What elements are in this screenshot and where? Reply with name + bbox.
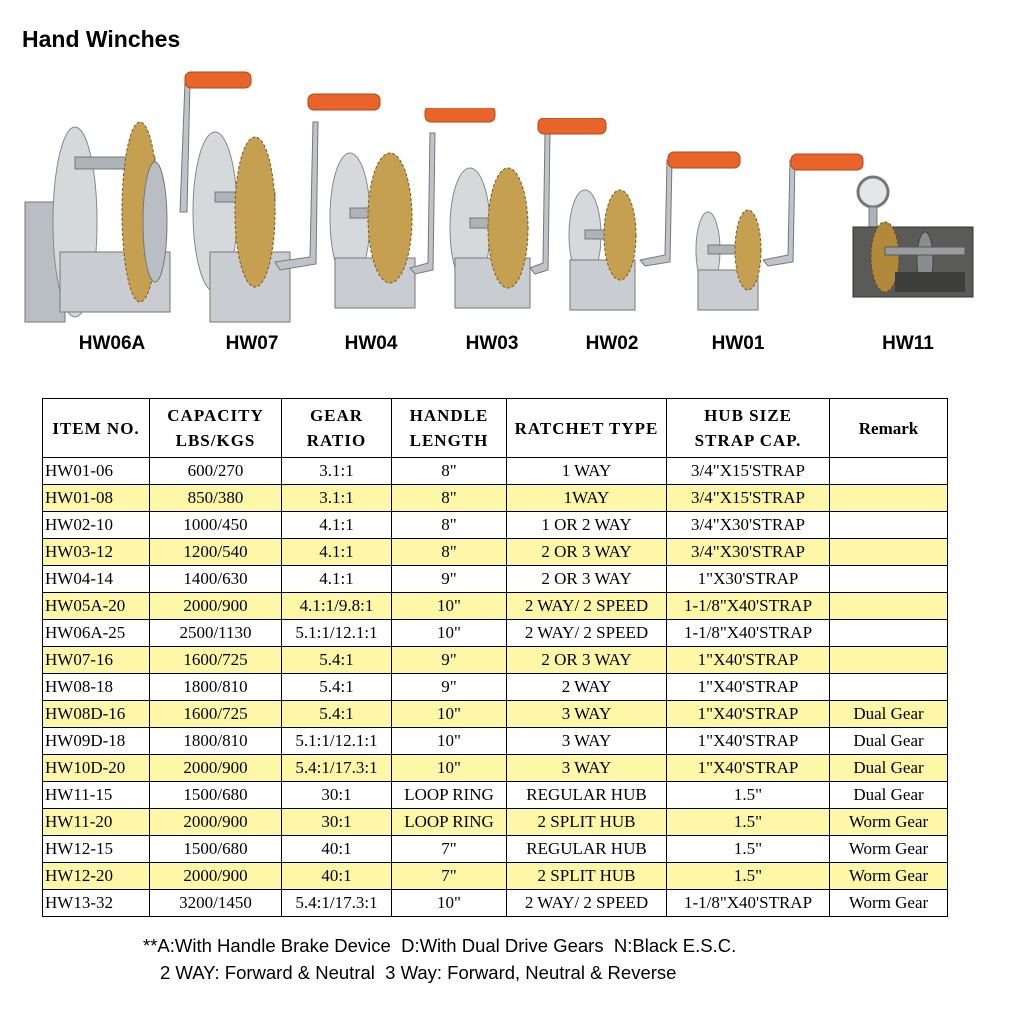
table-cell: 4.1:1 bbox=[282, 539, 392, 566]
column-header-item-no: ITEM NO. bbox=[43, 399, 150, 458]
table-cell: 3/4"X30'STRAP bbox=[667, 512, 830, 539]
table-cell: 3 WAY bbox=[507, 701, 667, 728]
table-row bbox=[43, 755, 948, 782]
table-cell: HW07-16 bbox=[43, 647, 150, 674]
table-cell: 2000/900 bbox=[150, 593, 282, 620]
table-cell: 1"X30'STRAP bbox=[667, 566, 830, 593]
table-cell: 10" bbox=[392, 620, 507, 647]
table-cell: 3/4"X15'STRAP bbox=[667, 485, 830, 512]
table-cell: 1.5" bbox=[667, 863, 830, 890]
table-cell: 3 WAY bbox=[507, 755, 667, 782]
table-cell: 10" bbox=[392, 728, 507, 755]
table-cell: 1.5" bbox=[667, 782, 830, 809]
table-cell: HW03-12 bbox=[43, 539, 150, 566]
table-row bbox=[43, 701, 948, 728]
table-cell: 1600/725 bbox=[150, 701, 282, 728]
table-cell: 3200/1450 bbox=[150, 890, 282, 917]
page-title: Hand Winches bbox=[22, 26, 181, 52]
table-cell: 1 WAY bbox=[507, 458, 667, 485]
table-cell: 1-1/8"X40'STRAP bbox=[667, 593, 830, 620]
table-cell: 4.1:1 bbox=[282, 512, 392, 539]
table-cell: HW09D-18 bbox=[43, 728, 150, 755]
table-cell: Dual Gear bbox=[830, 728, 948, 755]
table-cell: Dual Gear bbox=[830, 782, 948, 809]
table-cell: 9" bbox=[392, 566, 507, 593]
table-cell: 10" bbox=[392, 593, 507, 620]
footnotes bbox=[143, 932, 736, 986]
table-cell: 40:1 bbox=[282, 863, 392, 890]
table-cell: 1"X40'STRAP bbox=[667, 728, 830, 755]
table-cell bbox=[830, 458, 948, 485]
table-cell: 5.4:1/17.3:1 bbox=[282, 890, 392, 917]
table-row bbox=[43, 836, 948, 863]
table-row bbox=[43, 512, 948, 539]
table-cell: 10" bbox=[392, 701, 507, 728]
table-cell: HW13-32 bbox=[43, 890, 150, 917]
table-cell: 2 OR 3 WAY bbox=[507, 539, 667, 566]
table-cell: 2000/900 bbox=[150, 809, 282, 836]
table-cell: HW01-06 bbox=[43, 458, 150, 485]
table-cell: 2500/1130 bbox=[150, 620, 282, 647]
table-cell: 3.1:1 bbox=[282, 458, 392, 485]
table-cell: 3.1:1 bbox=[282, 485, 392, 512]
table-cell: HW11-20 bbox=[43, 809, 150, 836]
table-cell: 30:1 bbox=[282, 809, 392, 836]
table-cell: 9" bbox=[392, 674, 507, 701]
table-cell: 3/4"X15'STRAP bbox=[667, 458, 830, 485]
table-cell: 2 WAY/ 2 SPEED bbox=[507, 620, 667, 647]
table-cell: 1-1/8"X40'STRAP bbox=[667, 620, 830, 647]
table-cell: LOOP RING bbox=[392, 809, 507, 836]
table-cell bbox=[830, 512, 948, 539]
table-cell: 30:1 bbox=[282, 782, 392, 809]
model-label-hw03: HW03 bbox=[465, 333, 519, 354]
table-cell: REGULAR HUB bbox=[507, 836, 667, 863]
table-cell: 1.5" bbox=[667, 809, 830, 836]
table-cell: 5.1:1/12.1:1 bbox=[282, 728, 392, 755]
table-cell: 4.1:1 bbox=[282, 566, 392, 593]
table-cell: HW08-18 bbox=[43, 674, 150, 701]
table-cell: Worm Gear bbox=[830, 890, 948, 917]
table-cell: 4.1:1/9.8:1 bbox=[282, 593, 392, 620]
table-cell: 3/4"X30'STRAP bbox=[667, 539, 830, 566]
table-cell: 1200/540 bbox=[150, 539, 282, 566]
table-cell: HW12-20 bbox=[43, 863, 150, 890]
table-cell: LOOP RING bbox=[392, 782, 507, 809]
table-cell: Dual Gear bbox=[830, 701, 948, 728]
model-label-hw07: HW07 bbox=[225, 333, 279, 354]
table-row bbox=[43, 863, 948, 890]
table-cell: 1"X40'STRAP bbox=[667, 674, 830, 701]
table-row bbox=[43, 566, 948, 593]
model-label-hw06a: HW06A bbox=[78, 333, 146, 354]
column-header-handle-length: HANDLE LENGTH bbox=[392, 399, 507, 458]
table-cell: 850/380 bbox=[150, 485, 282, 512]
table-cell: Worm Gear bbox=[830, 863, 948, 890]
table-cell bbox=[830, 674, 948, 701]
table-cell: 1-1/8"X40'STRAP bbox=[667, 890, 830, 917]
footnote-legend: **A:With Handle Brake Device D:With Dual Drive Gears N:Black E.S.C. bbox=[143, 935, 737, 956]
column-header-capacity: CAPACITY LBS/KGS bbox=[150, 399, 282, 458]
spec-table bbox=[42, 398, 948, 917]
table-cell: HW06A-25 bbox=[43, 620, 150, 647]
table-cell: 1000/450 bbox=[150, 512, 282, 539]
table-row bbox=[43, 890, 948, 917]
table-cell: 8" bbox=[392, 512, 507, 539]
table-row bbox=[43, 539, 948, 566]
table-cell: 7" bbox=[392, 836, 507, 863]
table-cell: HW12-15 bbox=[43, 836, 150, 863]
table-cell: HW11-15 bbox=[43, 782, 150, 809]
table-cell: 10" bbox=[392, 890, 507, 917]
table-cell: 1500/680 bbox=[150, 782, 282, 809]
table-cell: HW10D-20 bbox=[43, 755, 150, 782]
table-cell: 5.4:1/17.3:1 bbox=[282, 755, 392, 782]
table-cell: 7" bbox=[392, 863, 507, 890]
table-cell: 1600/725 bbox=[150, 647, 282, 674]
table-row bbox=[43, 728, 948, 755]
table-cell: HW01-08 bbox=[43, 485, 150, 512]
table-cell: 1.5" bbox=[667, 836, 830, 863]
column-header-remark: Remark bbox=[830, 399, 948, 458]
table-cell: 9" bbox=[392, 647, 507, 674]
table-cell: 5.1:1/12.1:1 bbox=[282, 620, 392, 647]
table-cell bbox=[830, 593, 948, 620]
table-cell: 2 OR 3 WAY bbox=[507, 566, 667, 593]
table-cell: 1"X40'STRAP bbox=[667, 701, 830, 728]
table-cell: 1WAY bbox=[507, 485, 667, 512]
column-header-gear-ratio: GEAR RATIO bbox=[282, 399, 392, 458]
winch-image-hw01 bbox=[688, 150, 868, 320]
table-cell: Worm Gear bbox=[830, 809, 948, 836]
winch-image-hw11 bbox=[845, 172, 980, 312]
column-header-ratchet-type: RATCHET TYPE bbox=[507, 399, 667, 458]
table-cell: 8" bbox=[392, 458, 507, 485]
table-cell: REGULAR HUB bbox=[507, 782, 667, 809]
table-cell bbox=[830, 539, 948, 566]
table-cell: 8" bbox=[392, 539, 507, 566]
table-row bbox=[43, 809, 948, 836]
table-cell: HW08D-16 bbox=[43, 701, 150, 728]
table-row bbox=[43, 593, 948, 620]
table-cell: 40:1 bbox=[282, 836, 392, 863]
table-row bbox=[43, 782, 948, 809]
table-cell: 2 SPLIT HUB bbox=[507, 809, 667, 836]
table-cell bbox=[830, 566, 948, 593]
table-cell: 8" bbox=[392, 485, 507, 512]
table-cell: 1400/630 bbox=[150, 566, 282, 593]
table-cell: 1 OR 2 WAY bbox=[507, 512, 667, 539]
table-cell: HW04-14 bbox=[43, 566, 150, 593]
table-cell: 1800/810 bbox=[150, 728, 282, 755]
table-cell: 2 WAY/ 2 SPEED bbox=[507, 593, 667, 620]
table-cell: Dual Gear bbox=[830, 755, 948, 782]
column-header-hub-size: HUB SIZE STRAP CAP. bbox=[667, 399, 830, 458]
table-cell bbox=[830, 485, 948, 512]
table-cell bbox=[830, 647, 948, 674]
table-row bbox=[43, 458, 948, 485]
table-cell: 600/270 bbox=[150, 458, 282, 485]
table-cell: 5.4:1 bbox=[282, 647, 392, 674]
table-cell: 2 SPLIT HUB bbox=[507, 863, 667, 890]
table-cell: 3 WAY bbox=[507, 728, 667, 755]
table-cell: HW05A-20 bbox=[43, 593, 150, 620]
table-row bbox=[43, 674, 948, 701]
table-cell: 10" bbox=[392, 755, 507, 782]
table-cell: 1"X40'STRAP bbox=[667, 647, 830, 674]
table-cell: Worm Gear bbox=[830, 836, 948, 863]
table-cell: 2 OR 3 WAY bbox=[507, 647, 667, 674]
model-label-hw11: HW11 bbox=[882, 333, 934, 354]
table-cell: 2 WAY/ 2 SPEED bbox=[507, 890, 667, 917]
table-cell: 1800/810 bbox=[150, 674, 282, 701]
table-row bbox=[43, 647, 948, 674]
table-header-row bbox=[43, 399, 948, 458]
model-label-hw02: HW02 bbox=[585, 333, 639, 354]
table-cell: 1500/680 bbox=[150, 836, 282, 863]
model-label-hw04: HW04 bbox=[344, 333, 398, 354]
table-cell bbox=[830, 620, 948, 647]
table-row bbox=[43, 620, 948, 647]
table-cell: 2 WAY bbox=[507, 674, 667, 701]
table-cell: 2000/900 bbox=[150, 755, 282, 782]
footnote-ratchet-ways: 2 WAY: Forward & Neutral 3 Way: Forward, Neutral & Reverse bbox=[160, 962, 677, 983]
table-cell: 5.4:1 bbox=[282, 674, 392, 701]
table-cell: 1"X40'STRAP bbox=[667, 755, 830, 782]
model-label-hw01: HW01 bbox=[711, 333, 765, 354]
table-row bbox=[43, 485, 948, 512]
table-cell: HW02-10 bbox=[43, 512, 150, 539]
table-cell: 5.4:1 bbox=[282, 701, 392, 728]
table-cell: 2000/900 bbox=[150, 863, 282, 890]
